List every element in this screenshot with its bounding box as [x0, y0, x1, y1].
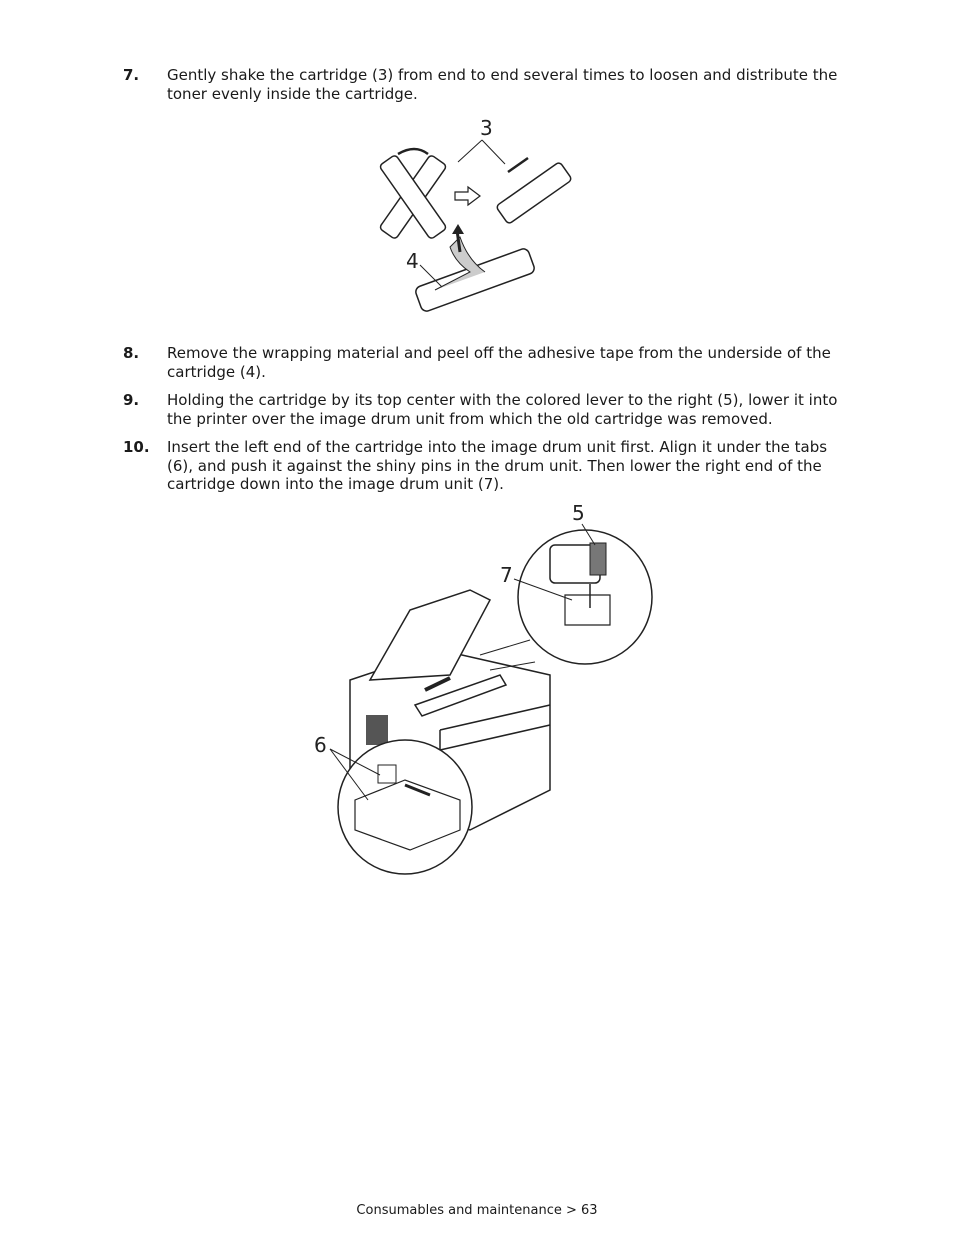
step-number: 7.	[123, 66, 140, 84]
step-text: Insert the left end of the cartridge into the image drum unit first. Align it under the tabs (6), and push it against the shiny pins in the drum unit. Then lower the right end of the cartridge down into the image drum unit (7).	[167, 438, 828, 493]
callout-6: 6	[314, 733, 327, 757]
callout-5: 5	[572, 501, 585, 525]
callout-4: 4	[406, 249, 419, 273]
page-footer: Consumables and maintenance > 63	[356, 1203, 598, 1218]
step-text: Gently shake the cartridge (3) from end to end several times to loosen and distribute the toner evenly inside the cartridge.	[167, 66, 838, 103]
callout-7: 7	[500, 563, 513, 587]
step-number: 9.	[123, 391, 140, 409]
step-text: Holding the cartridge by its top center with the colored lever to the right (5), lower it into the printer over the image drum unit from which the old cartridge was removed.	[167, 391, 838, 428]
step-number: 8.	[123, 344, 140, 362]
printer-insertion-illustration	[310, 500, 660, 878]
step-number: 10.	[123, 438, 150, 456]
cartridge-shake-illustration	[360, 112, 590, 334]
step-text: Remove the wrapping material and peel off the adhesive tape from the underside of the cartridge (4).	[167, 344, 831, 381]
callout-3: 3	[480, 116, 493, 140]
